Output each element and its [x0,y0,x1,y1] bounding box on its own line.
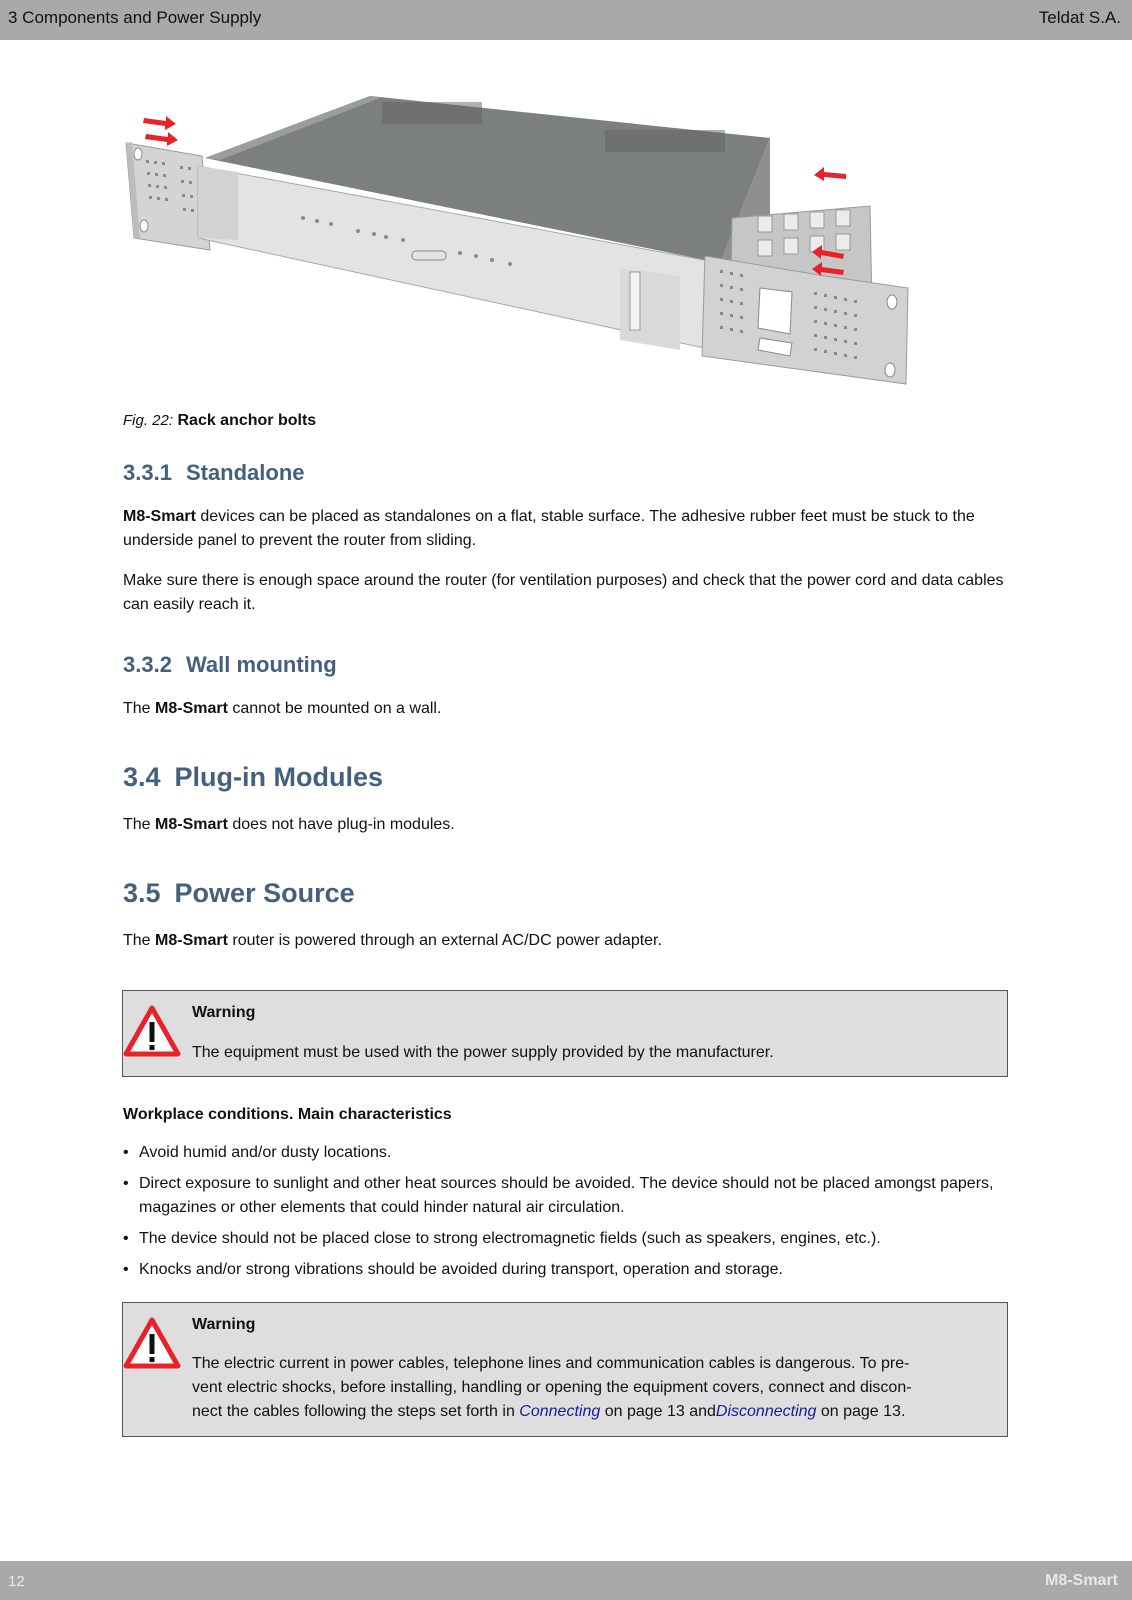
warning-text: The equipment must be used with the power supply provided by the manufacturer. [192,1044,774,1061]
warning-icon [123,1005,181,1057]
section-heading: 3.3.2 Wall mounting [123,652,337,677]
left-rack-ear [126,142,210,250]
standalone-paragraph-1: M8-Smart devices can be placed as standalones on a flat, stable surface. The adhesive rubber feet must be stuck to the underside panel to prevent the router from sliding. [123,508,975,549]
product-footer-name: M8-Smart [1045,1572,1118,1589]
section-power-source [123,878,1011,909]
warning-title: Warning [192,1004,256,1021]
warning-box [122,990,1008,1077]
list-item: • The device should not be placed close to strong electromagnetic fields (such as speakers, engines, etc.). [123,1230,881,1247]
section-heading: 3.4 Plug-in Modules [123,762,384,792]
product-name: M8-Smart [155,932,228,949]
figure-number: Fig. 22: [123,412,174,429]
rack-router-illustration [120,88,940,398]
chapter-title: 3 Components and Power Supply [8,8,262,27]
connecting-link[interactable]: Connecting [519,1403,601,1420]
list-item: • Avoid humid and/or dusty locations. [123,1144,392,1161]
figure-title: Rack anchor bolts [177,412,317,429]
wall-paragraph: The M8-Smart cannot be mounted on a wall. [123,700,442,717]
right-rack-ear [702,206,908,384]
section-heading: 3.5 Power Source [123,878,355,908]
product-name: M8-Smart [155,816,228,833]
page-footer [0,1561,1132,1600]
plugin-paragraph: The M8-Smart does not have plug-in modules. [123,816,455,833]
company-name: Teldat S.A. [1038,8,1121,27]
warning-text: The electric current in power cables, telephone lines and communication cables is dangerous. To pre- vent electric shocks, before installing, handling or opening the equipment covers, connect and discon- nect the cables following the steps set forth in Connecting on page 13 andDisconnecting on page 13. [192,1355,912,1420]
product-name: M8-Smart [155,700,228,717]
workplace-title: Workplace conditions. Main characteristics [123,1106,452,1123]
warning-box [122,1302,1008,1437]
section-standalone [123,460,1011,486]
router-body [198,96,770,351]
list-item: • Direct exposure to sunlight and other heat sources should be avoided. The device should not be placed amongst papers, magazines or other elements that could hinder natural air circulation. [123,1175,994,1216]
figure-caption [123,412,316,430]
warning-icon [123,1317,181,1369]
standalone-paragraph-2: Make sure there is enough space around the router (for ventilation purposes) and check that the power cord and data cables can easily reach it. [123,572,1004,613]
section-plugin-modules [123,762,1011,793]
disconnecting-link[interactable]: Disconnecting [715,1403,817,1420]
section-wall-mounting [123,652,1011,678]
page-number: 12 [8,1573,25,1590]
section-heading: 3.3.1 Standalone [123,460,305,485]
workplace-list [123,1141,1003,1289]
power-paragraph: The M8-Smart router is powered through an external AC/DC power adapter. [123,932,662,949]
warning-title: Warning [192,1316,256,1333]
page-header [0,0,1132,40]
product-name: M8-Smart [123,508,196,525]
list-item: • Knocks and/or strong vibrations should be avoided during transport, operation and storage. [123,1261,783,1278]
